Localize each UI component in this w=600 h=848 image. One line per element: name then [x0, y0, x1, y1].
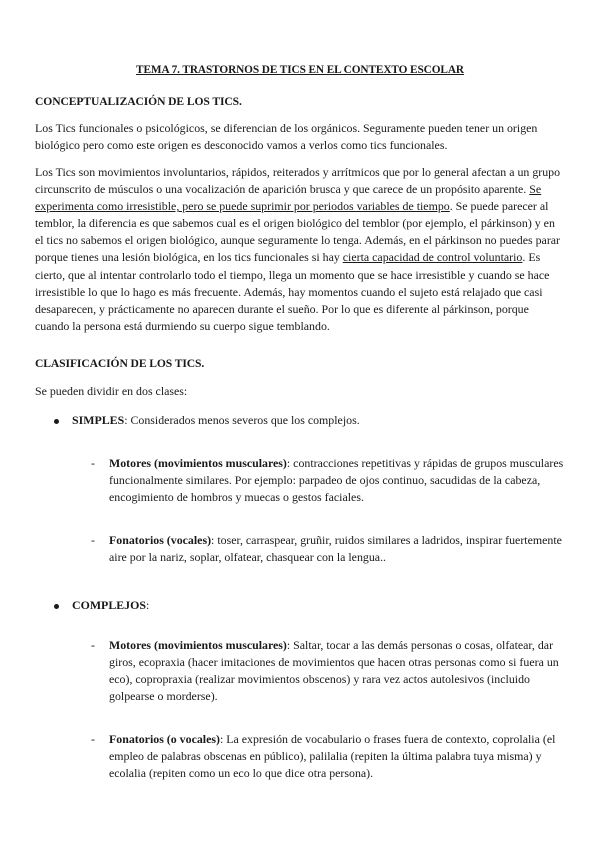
paragraph-tics-funcionales: Los Tics funcionales o psicológicos, se diferencian de los orgánicos. Seguramente pueden tener un origen biológico pero como este origen es desconocido vamos a verlos como tics funcionales. — [35, 121, 538, 153]
dash-icon: - — [91, 456, 95, 470]
document-title: TEMA 7. TRASTORNOS DE TICS EN EL CONTEXTO ESCOLAR — [136, 64, 464, 76]
sub-item-label: Fonatorios (vocales) — [109, 533, 212, 547]
sub-item-label: Fonatorios (o vocales) — [109, 732, 220, 746]
dash-icon: - — [91, 732, 95, 746]
paragraph-definicion-tics — [35, 164, 565, 335]
bullet-icon — [54, 419, 59, 424]
paragraph-intro-clases: Se pueden dividir en dos clases: — [35, 384, 188, 398]
bullet-label: COMPLEJOS — [72, 598, 146, 612]
underlined-text: cierta capacidad de control voluntario — [342, 250, 523, 265]
underlined-text: Se experimenta como irresistible, pero se puede suprimir por periodos variables de tiempo — [35, 182, 542, 214]
bullet-icon — [54, 604, 59, 609]
dash-icon: - — [91, 638, 95, 652]
paragraph-text: . Se puede parecer al temblor, la diferencia es que sabemos cual es el origen biológico del temblor (por ejemplo, el párkinson) y en el tics no sabemos el origen biológico, aunque seguramente lo tenga. Además, en el párkinson no puedes parar porque tienes una lesión biológica, en los tics funcionales si hay — [35, 199, 561, 265]
bullet-desc: : — [146, 598, 150, 612]
sub-item-text: : contracciones repetitivas y rápidas de grupos musculares funcionalmente similares. Por ejemplo: parpadeo de ojos continuo, sacudidas de la cabeza, encogimiento de hombros y muecas o gestos faciales. — [109, 456, 564, 505]
bullet-desc: : Considerados menos severos que los complejos. — [124, 413, 360, 427]
paragraph-text: . Es cierto, que al intentar controlarlo todo el tiempo, llega un momento que se hace irresistible y cuando se hace irresistible lo que lo hago es más frecuente. Además, hay momentos cuando el sujeto está relajado que casi desaparecen, y prácticamente no aparecen durante el sueño. Por lo que es diferente al párkinson, porque cuando la persona está durmiendo su cuerpo sigue temblando. — [35, 250, 550, 333]
section-heading-conceptualizacion: CONCEPTUALIZACIÓN DE LOS TICS. — [35, 95, 242, 108]
bullet-label: SIMPLES — [72, 413, 125, 427]
sub-item-text: : toser, carraspear, gruñir, ruidos similares a ladridos, inspirar fuertemente aire por la nariz, soplar, olfatear, chasquear con la lengua.. — [109, 533, 562, 565]
sub-item-label: Motores (movimientos musculares) — [109, 638, 287, 652]
paragraph-text: Los Tics son movimientos involuntarios, rápidos, reiterados y arrítmicos que por lo general afectan a un grupo circunscrito de músculos o una vocalización de aparición brusca y que carece de un propósito aparente. — [35, 165, 561, 197]
section-heading-clasificacion: CLASIFICACIÓN DE LOS TICS. — [35, 357, 205, 370]
sub-item-text: : Saltar, tocar a las demás personas o cosas, olfatear, dar giros, ecopraxia (hacer imitaciones de movimientos que hacen otras personas como si fuera un eco), copropraxia (realizar movimientos obscenos) y rara vez actos autolesivos (incluido golpearse o morderse). — [109, 638, 559, 704]
dash-icon: - — [91, 533, 95, 547]
sub-item-text: : La expresión de vocabulario o frases fuera de contexto, coprolalia (el empleo de palabras obscenas en público), palilalia (repiten la última palabra tuya misma) y ecolalia (repiten como un eco lo que dice otra persona). — [109, 732, 556, 781]
sub-item-label: Motores (movimientos musculares) — [109, 456, 287, 470]
